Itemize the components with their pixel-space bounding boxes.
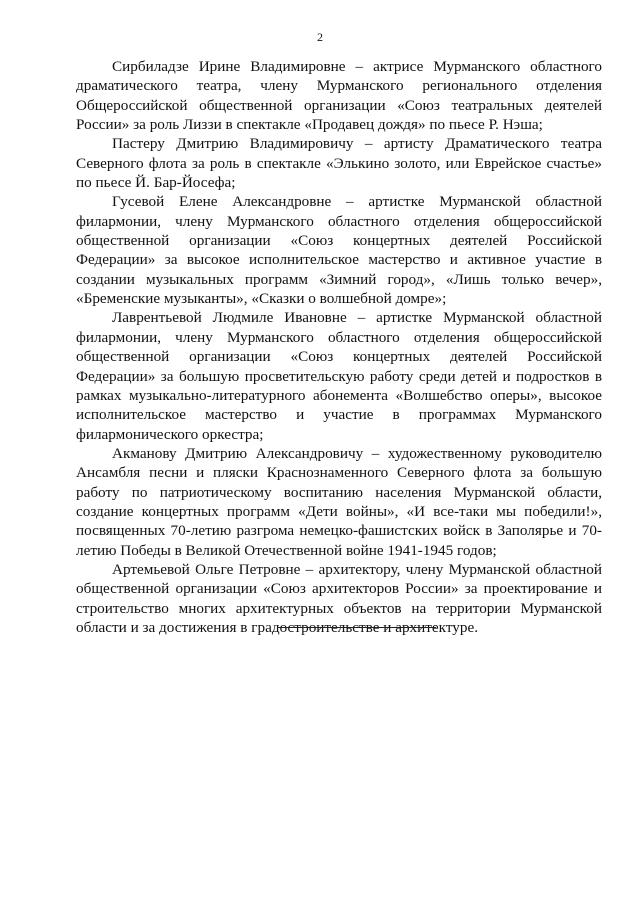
award-paragraph-guseva: Гусевой Елене Александровне – артистке Мурманской областной филармонии, члену Мурманского областного отделения общероссийской общественной организации «Союз концертных деятелей Российской Федерации» за высокое исполнительское мастерство и активное участие в создании музыкальных программ «Зимний город», «Лишь только вечер», «Бременские музыканты», «Сказки о волшебной домре»; xyxy=(76,193,602,308)
page-number: 2 xyxy=(317,30,323,44)
award-paragraph-paster: Пастеру Дмитрию Владимировичу – артисту Драматического театра Северного флота за роль в спектакле «Элькино золото, или Еврейское счастье» по пьесе Й. Бар-Йосефа; xyxy=(76,135,602,192)
award-paragraph-akmanov: Акманову Дмитрию Александровичу – художественному руководителю Ансамбля песни и пляски Краснознаменного Северного флота за большую работу по патриотическому воспитанию населения Мурманской области, создание концертных программ «Дети войны», «И все-таки мы победили!», посвященных 70-летию разгрома немецко-фашистских войск в Заполярье и 70-летию Победы в Великой Отечественной войне 1941-1945 годов; xyxy=(76,444,602,559)
award-paragraph-artemyeva: Артемьевой Ольге Петровне – архитектору, члену Мурманской областной общественной организации «Союз архитекторов России» за проектирование и строительство многих архитектурных объектов на территории Мурманской области и за достижения в градостроительстве и архитектуре. xyxy=(76,560,602,636)
award-paragraph-sirbiladze: Сирбиладзе Ирине Владимировне – актрисе Мурманского областного драматического театра, члену Мурманского регионального отделения Общероссийской общественной организации «Союз театральных деятелей России» за роль Лиззи в спектакле «Продавец дождя» по пьесе Р. Нэша; xyxy=(76,58,602,134)
closing-divider-line xyxy=(277,627,436,628)
award-paragraph-lavrentyeva: Лаврентьевой Людмиле Ивановне – артистке Мурманской областной филармонии, члену Мурманского областного отделения общероссийской общественной организации «Союз концертных деятелей Российской Федерации» за большую просветительскую работу среди детей и подростков в рамках музыкально-литературного абонемента «Волшебство оперы», высокое исполнительское мастерство и участие в программах Мурманского филармонического оркестра; xyxy=(76,309,602,443)
document-body xyxy=(76,57,602,637)
